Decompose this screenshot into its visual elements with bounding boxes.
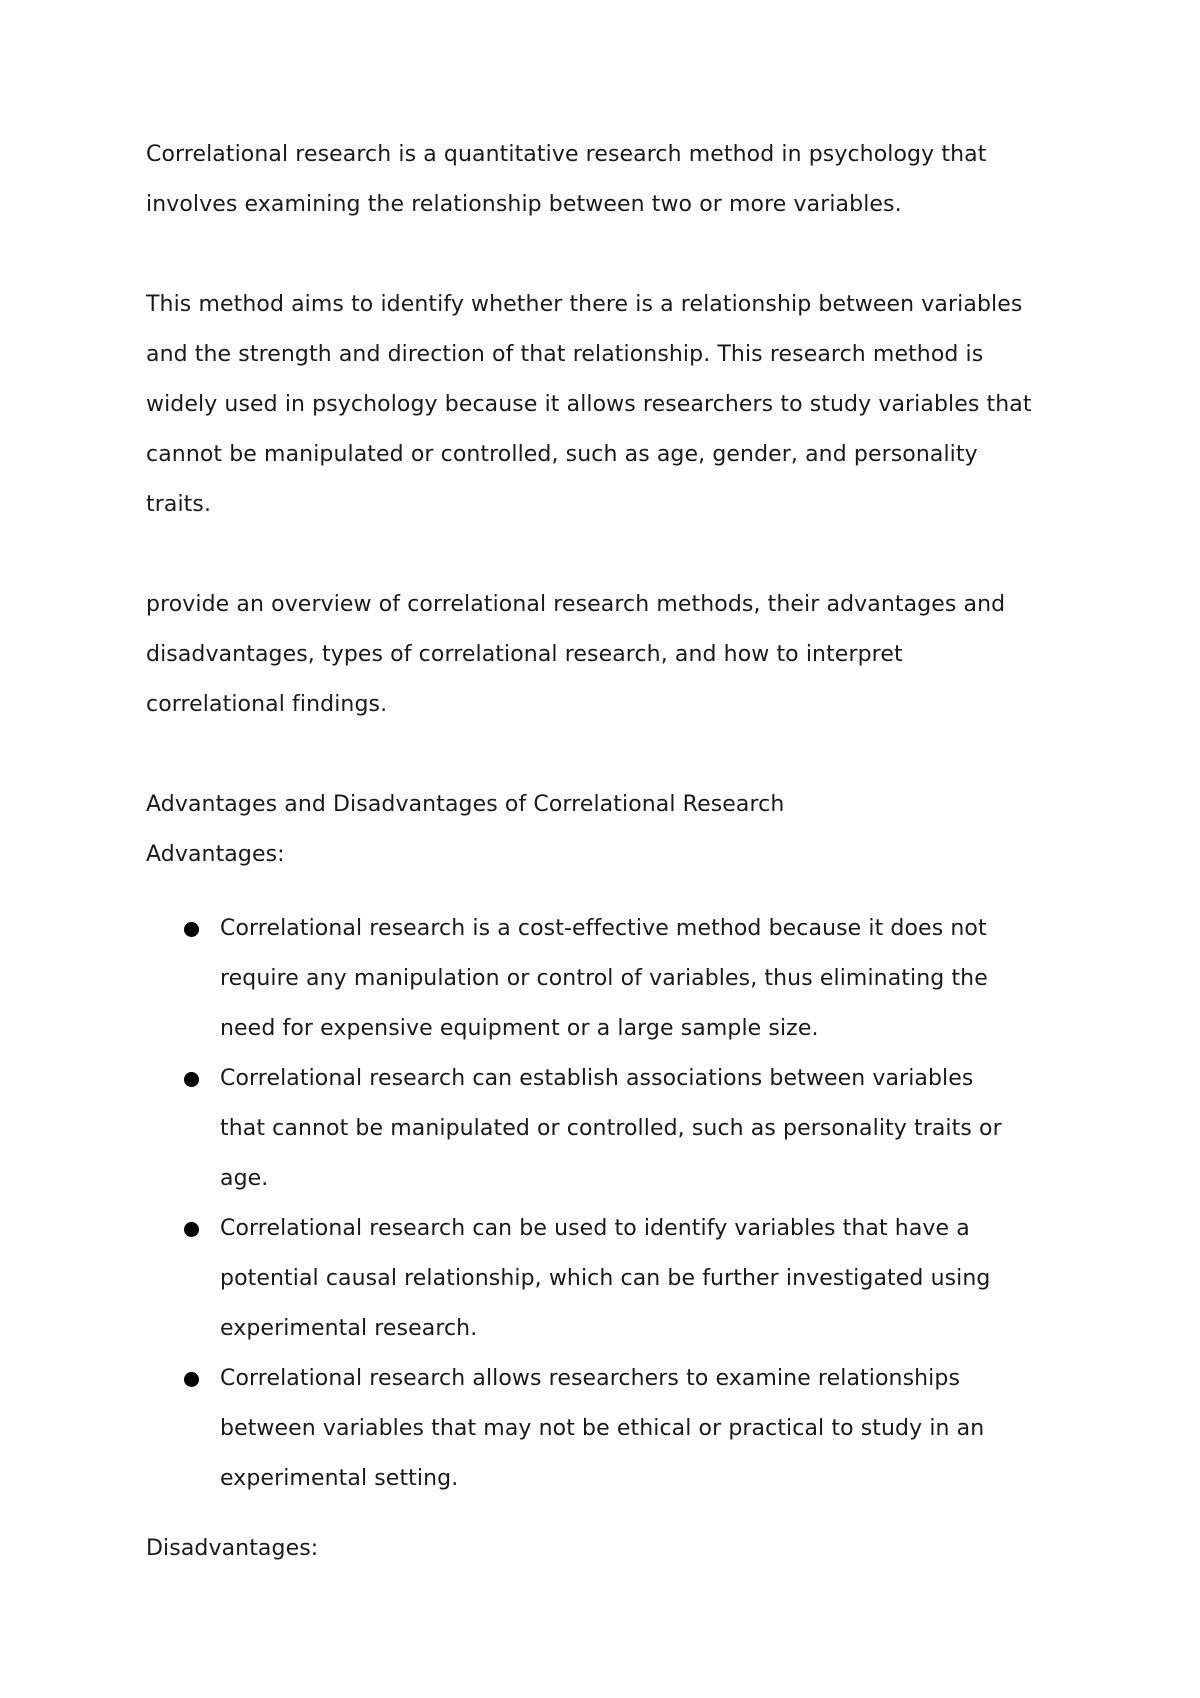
bullet-icon (184, 1222, 199, 1237)
bullet-icon (184, 922, 199, 937)
text-line: widely used in psychology because it allows researchers to study variables that (146, 392, 1032, 417)
bullet-icon (184, 1372, 199, 1387)
text-line: Correlational research can establish associations between variables (220, 1066, 974, 1091)
text-line: provide an overview of correlational research methods, their advantages and (146, 592, 1006, 617)
list-item (146, 1054, 1086, 1204)
overview-paragraph (146, 580, 1086, 730)
bullet-icon (184, 1072, 199, 1087)
text-line: and the strength and direction of that relationship. This research method is (146, 342, 984, 367)
section-heading: Advantages and Disadvantages of Correlational Research (146, 792, 785, 817)
text-line: cannot be manipulated or controlled, such as age, gender, and personality (146, 442, 978, 467)
text-line: disadvantages, types of correlational research, and how to interpret (146, 642, 903, 667)
text-line: traits. (146, 492, 212, 517)
text-line: require any manipulation or control of variables, thus eliminating the (220, 966, 988, 991)
purpose-paragraph (146, 280, 1086, 530)
document-page (146, 130, 1086, 1574)
advantages-label: Advantages: (146, 842, 285, 867)
text-line: involves examining the relationship between two or more variables. (146, 192, 902, 217)
intro-paragraph (146, 130, 1086, 230)
disadvantages-label: Disadvantages: (146, 1536, 319, 1561)
text-line: Correlational research can be used to identify variables that have a (220, 1216, 970, 1241)
advantages-list (146, 904, 1086, 1504)
text-line: need for expensive equipment or a large sample size. (220, 1016, 819, 1041)
text-line: age. (220, 1166, 269, 1191)
list-item (146, 1204, 1086, 1354)
list-item (146, 1354, 1086, 1504)
text-line: correlational findings. (146, 692, 388, 717)
text-line: This method aims to identify whether there is a relationship between variables (146, 292, 1023, 317)
text-line: that cannot be manipulated or controlled, such as personality traits or (220, 1116, 1002, 1141)
list-item (146, 904, 1086, 1054)
text-line: Correlational research allows researchers to examine relationships (220, 1366, 961, 1391)
text-line: experimental setting. (220, 1466, 459, 1491)
text-line: potential causal relationship, which can be further investigated using (220, 1266, 991, 1291)
text-line: Correlational research is a quantitative research method in psychology that (146, 142, 987, 167)
text-line: experimental research. (220, 1316, 478, 1341)
text-line: between variables that may not be ethical or practical to study in an (220, 1416, 985, 1441)
text-line: Correlational research is a cost-effective method because it does not (220, 916, 987, 941)
